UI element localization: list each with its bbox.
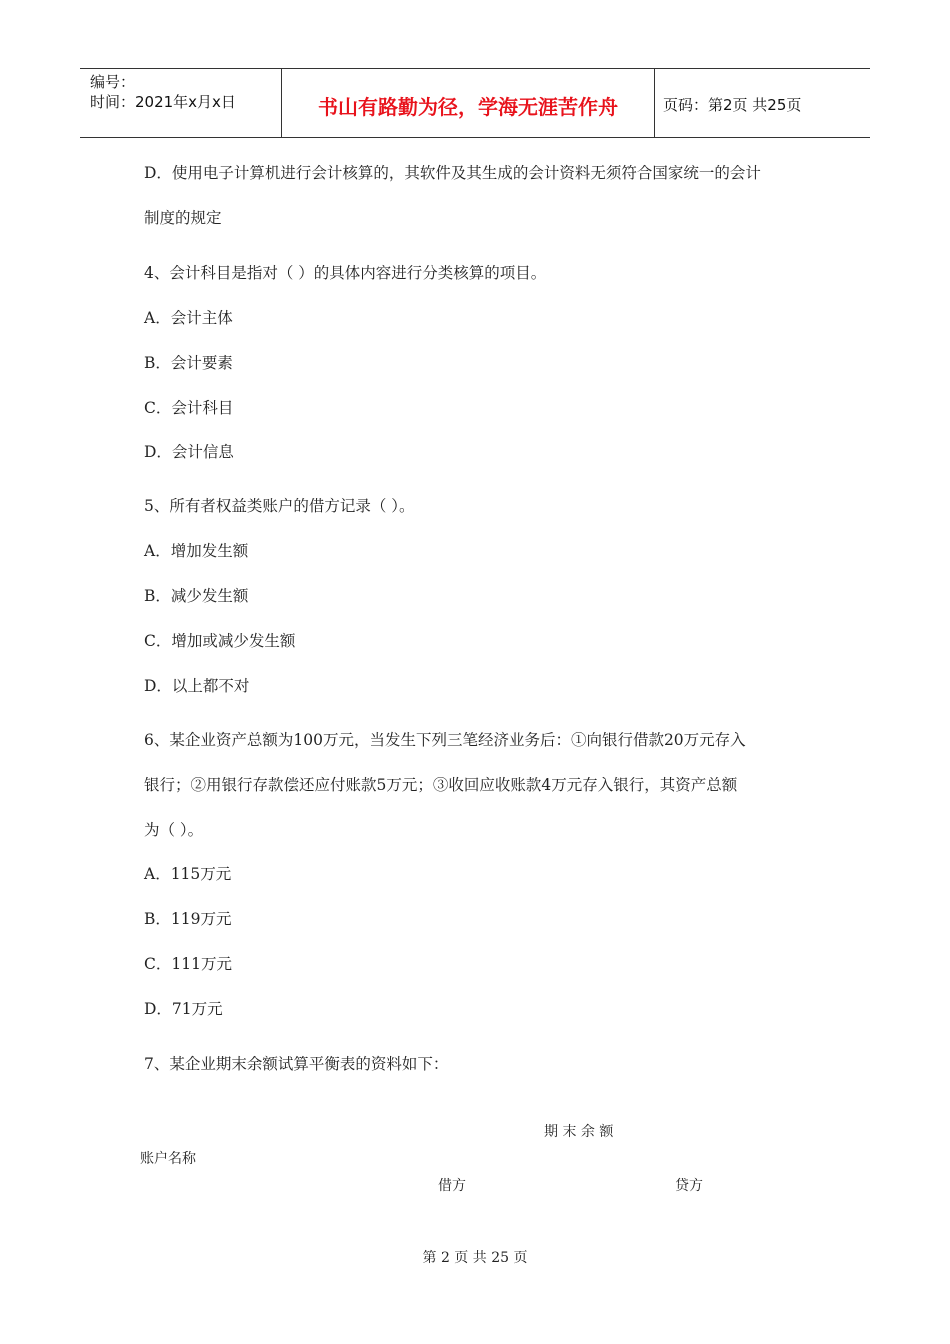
option-line: C．会计科目 (144, 399, 234, 417)
header-motto-cell (282, 69, 655, 137)
header-meta-cell (80, 69, 282, 137)
debit-header: 借方 (438, 1178, 466, 1194)
question-6: 6、某企业资产总额为100万元，当发生下列三笔经济业务后：①向银行借款20万元存入 (144, 731, 746, 749)
text-line: 为（ ）。 (144, 821, 204, 839)
code-label: 编号： (90, 73, 136, 91)
text-line: 制度的规定 (144, 209, 222, 227)
account-name-header: 账户名称 (140, 1151, 196, 1167)
option-line: B．119万元 (144, 910, 232, 928)
time-label: 时间：2021年x月x日 (90, 93, 236, 111)
option-line: B．减少发生额 (144, 587, 249, 605)
header-page-label: 页码：第2页 共25页 (663, 96, 802, 114)
option-line: A．会计主体 (144, 309, 233, 327)
table-title: 期 末 余 额 (544, 1124, 614, 1140)
option-line: B．会计要素 (144, 354, 233, 372)
option-line: D．使用电子计算机进行会计核算的，其软件及其生成的会计资料无须符合国家统一的会计 (144, 164, 761, 182)
option-line: D．以上都不对 (144, 677, 250, 695)
option-line: C．增加或减少发生额 (144, 632, 296, 650)
text-line: 银行；②用银行存款偿还应付账款5万元；③收回应收账款4万元存入银行，其资产总额 (144, 776, 738, 794)
document-header (80, 68, 870, 138)
question-4: 4、会计科目是指对（ ）的具体内容进行分类核算的项目。 (144, 264, 547, 282)
page-footer: 第 2 页 共 25 页 (422, 1250, 528, 1266)
question-7: 7、某企业期末余额试算平衡表的资料如下： (144, 1055, 449, 1073)
question-5: 5、所有者权益类账户的借方记录（ ）。 (144, 497, 415, 515)
header-motto: 书山有路勤为径，学海无涯苦作舟 (318, 95, 618, 119)
option-line: C．111万元 (144, 955, 232, 973)
credit-header: 贷方 (675, 1178, 703, 1194)
header-page-cell (655, 69, 870, 137)
option-line: D．会计信息 (144, 443, 234, 461)
option-line: A．115万元 (144, 865, 232, 883)
option-line: A．增加发生额 (144, 542, 249, 560)
option-line: D．71万元 (144, 1000, 223, 1018)
